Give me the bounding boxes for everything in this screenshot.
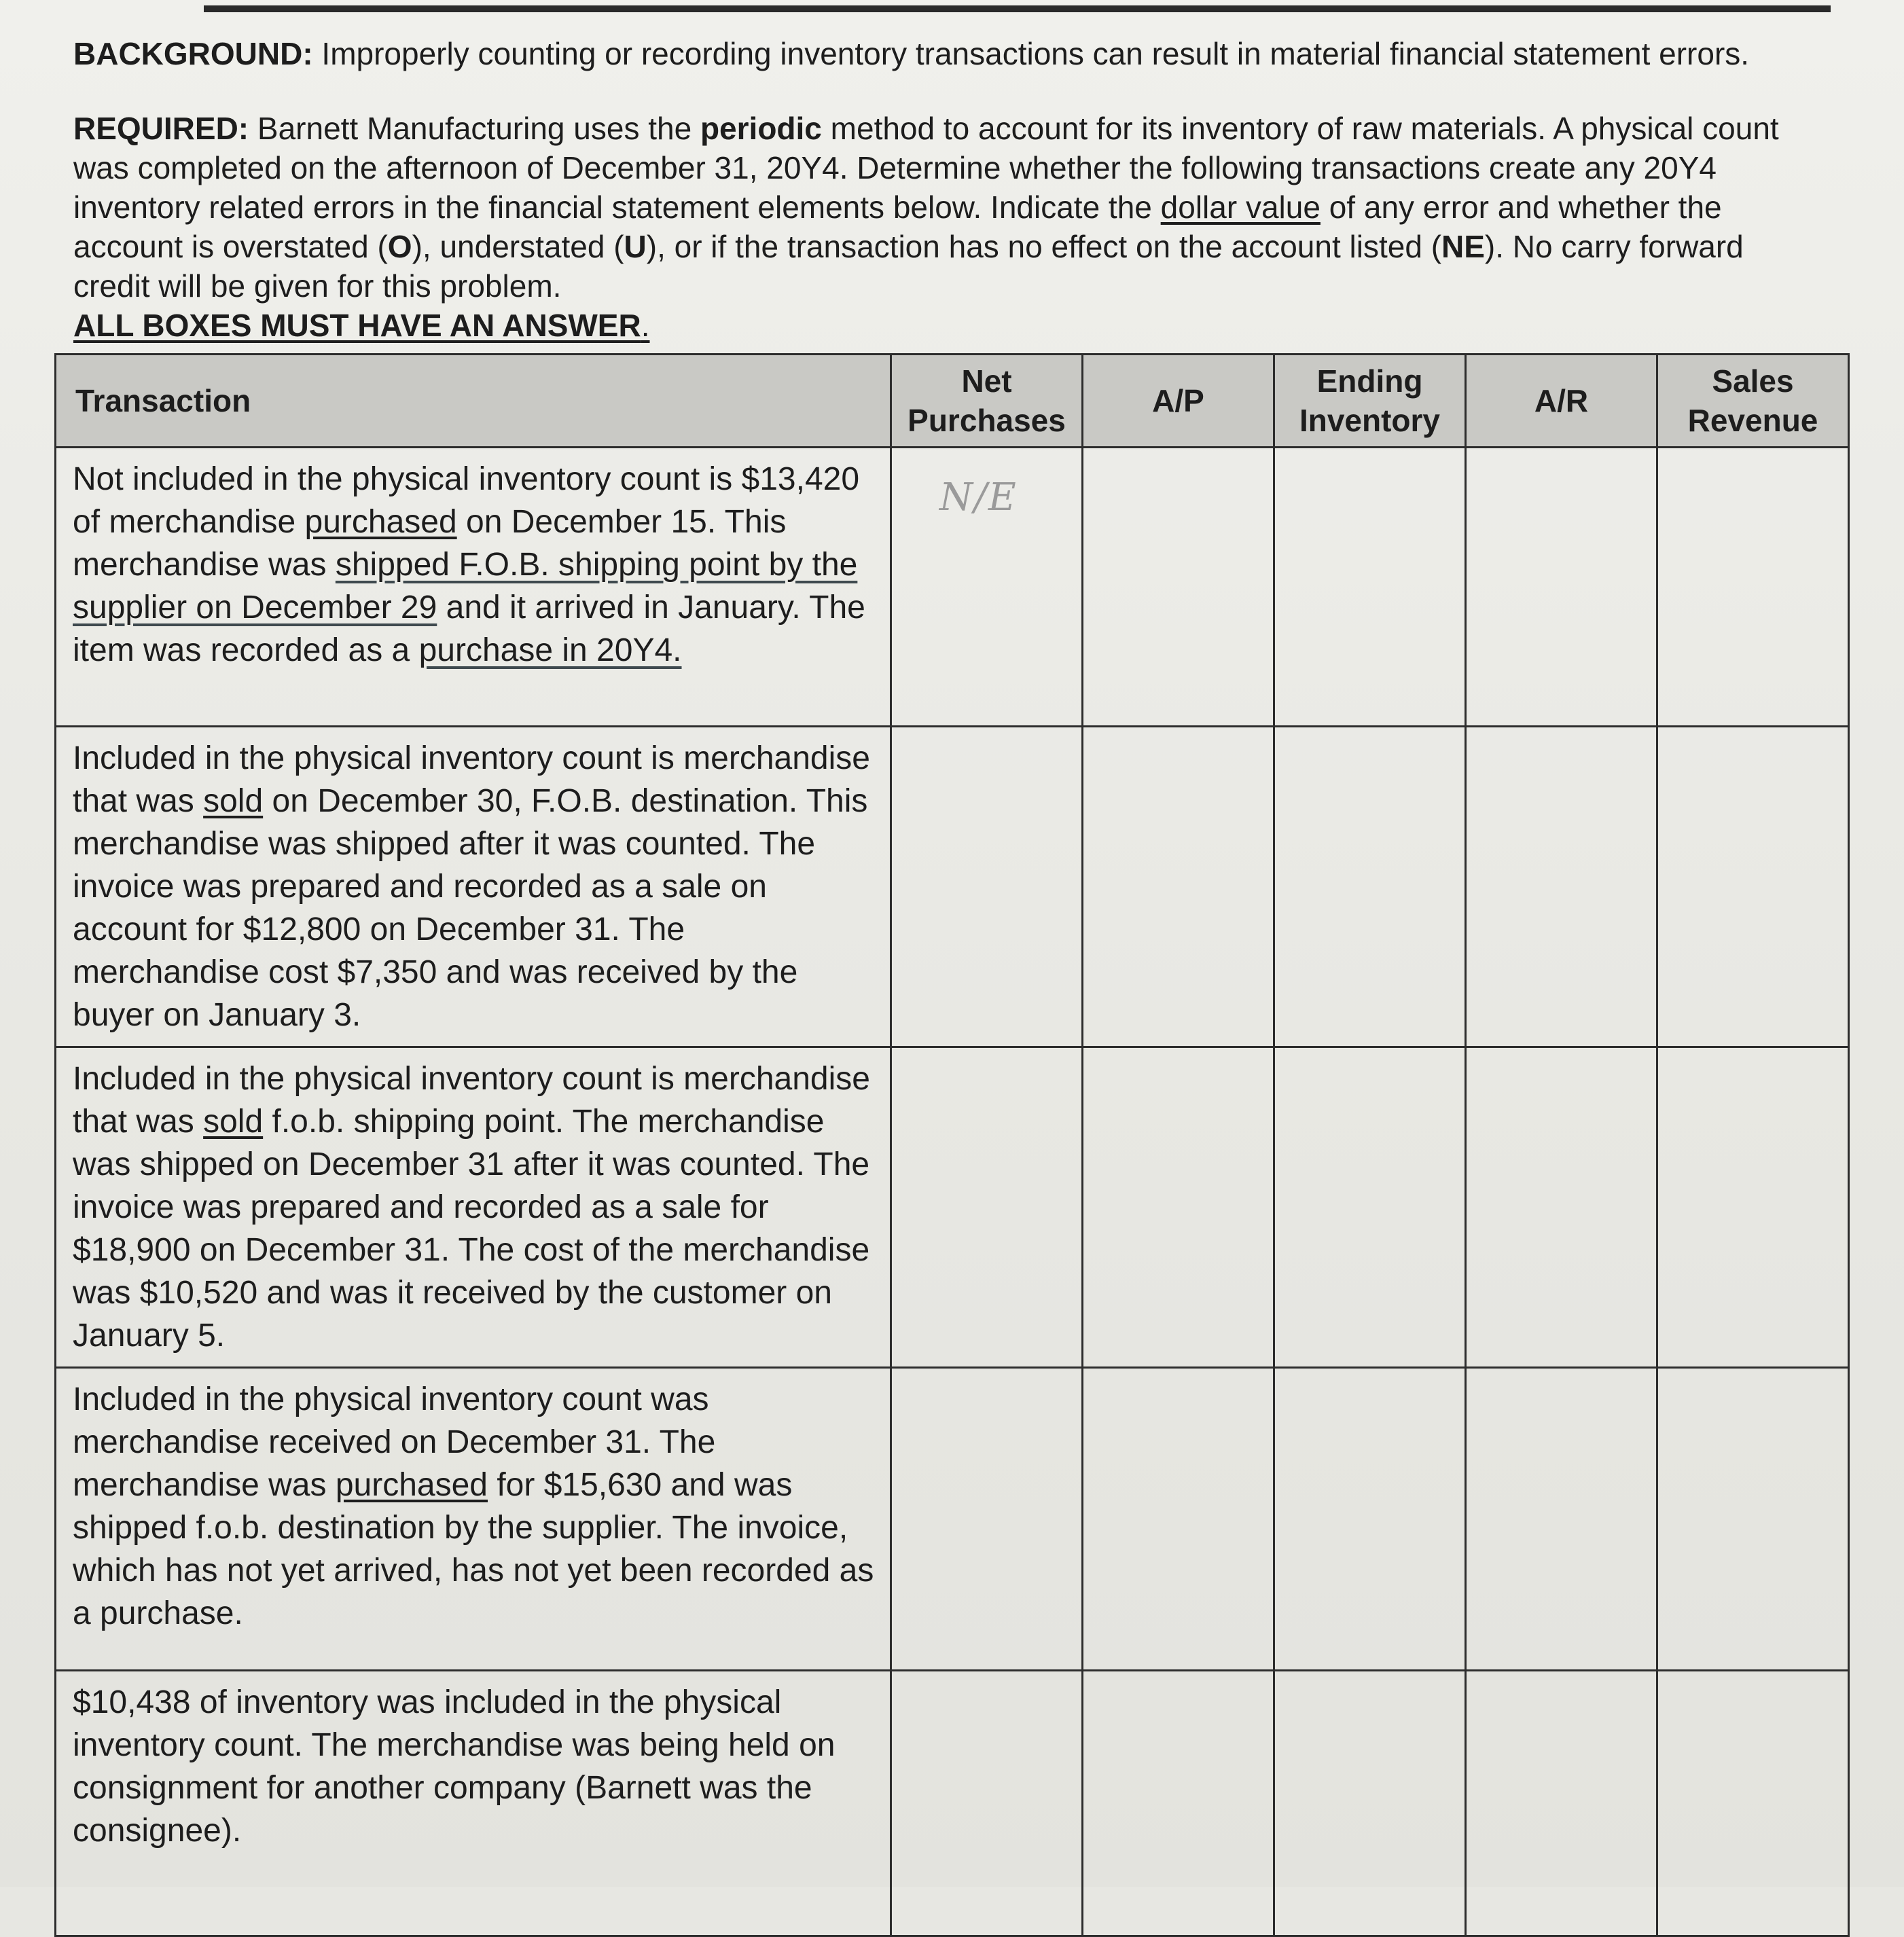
required-text: ). No carry forward credit will be given for this problem. bbox=[73, 229, 1744, 304]
answer-table bbox=[54, 353, 1850, 1937]
periodic-word: periodic bbox=[700, 111, 822, 146]
answer-cell-ending-inventory[interactable] bbox=[1274, 1368, 1466, 1671]
transaction-text: f.o.b. shipping point. The merchandise was shipped on December 31 after it was counted. The invoice was prepared and recorded as a sale for $18,900 on December 31. The cost of the merchandise was $10,520 and was it received by the customer on January 5. bbox=[73, 1104, 870, 1354]
background-text: Improperly counting or recording inventory transactions can result in material financial statement errors. bbox=[321, 36, 1750, 71]
transaction-cell bbox=[56, 727, 891, 1047]
table-row bbox=[56, 1368, 1849, 1671]
table-row bbox=[56, 1047, 1849, 1368]
answer-cell-ending-inventory[interactable] bbox=[1274, 448, 1466, 727]
answer-cell-ap[interactable] bbox=[1083, 1671, 1274, 1936]
background-label: BACKGROUND: bbox=[73, 36, 313, 71]
answer-cell-sales-revenue[interactable] bbox=[1657, 1047, 1849, 1368]
transaction-text: Not included in the physical inventory count is $13,420 of merchandise bbox=[73, 461, 860, 540]
header-row bbox=[56, 355, 1849, 448]
transaction-text: Included in the physical inventory count is merchandise that was bbox=[73, 1061, 870, 1140]
top-rule bbox=[204, 5, 1831, 12]
answer-cell-net-purchases[interactable] bbox=[891, 1368, 1083, 1671]
pen-underlined-text: shipped F.O.B. shipping point by the supplier on December 29 bbox=[73, 547, 858, 626]
answer-cell-sales-revenue[interactable] bbox=[1657, 1671, 1849, 1936]
answer-cell-ar[interactable] bbox=[1466, 1047, 1657, 1368]
dollar-value-underlined: dollar value bbox=[1160, 189, 1321, 225]
transaction-text: and it arrived in January. The item was recorded as a bbox=[73, 590, 865, 668]
underlined-text: sold bbox=[203, 783, 264, 819]
period: . bbox=[641, 308, 650, 343]
transaction-text: for $15,630 and was shipped f.o.b. destination by the supplier. The invoice, which has not yet arrived, has not yet been recorded as a purchase. bbox=[73, 1467, 874, 1631]
code-understated: U bbox=[624, 229, 647, 264]
required-text: ), understated ( bbox=[412, 229, 624, 264]
answer-cell-ar[interactable] bbox=[1466, 727, 1657, 1047]
answer-cell-ar[interactable] bbox=[1466, 1368, 1657, 1671]
transaction-cell bbox=[56, 448, 891, 727]
transaction-text: Included in the physical inventory count is merchandise that was bbox=[73, 740, 870, 819]
code-no-effect: NE bbox=[1441, 229, 1485, 264]
header-ending-inventory: Ending Inventory bbox=[1274, 355, 1466, 448]
required-label: REQUIRED: bbox=[73, 111, 249, 146]
underlined-text: purchased bbox=[304, 504, 457, 540]
required-text: method to account for its inventory of raw materials. A physical count was completed on the afternoon of December 31, 20Y4. Determine whether the following transactions create any 20Y4 inventory related errors in the financial statement elements below. Indicate the bbox=[73, 111, 1779, 225]
answer-cell-sales-revenue[interactable] bbox=[1657, 727, 1849, 1047]
header-ar: A/R bbox=[1466, 355, 1657, 448]
answer-cell-ap[interactable] bbox=[1083, 448, 1274, 727]
answer-cell-ar[interactable] bbox=[1466, 448, 1657, 727]
transaction-cell bbox=[56, 1671, 891, 1936]
answer-cell-ap[interactable] bbox=[1083, 1368, 1274, 1671]
answer-cell-net-purchases[interactable] bbox=[891, 448, 1083, 727]
answer-cell-ap[interactable] bbox=[1083, 1047, 1274, 1368]
underlined-text: purchased bbox=[335, 1467, 488, 1503]
all-boxes-text: ALL BOXES MUST HAVE AN ANSWER bbox=[73, 308, 641, 343]
answer-cell-ap[interactable] bbox=[1083, 727, 1274, 1047]
underlined-text: sold bbox=[203, 1104, 264, 1140]
answer-cell-net-purchases[interactable] bbox=[891, 1671, 1083, 1936]
table-row bbox=[56, 1671, 1849, 1936]
pen-underlined-text: purchase in 20Y4. bbox=[418, 632, 682, 668]
required-text: of any error and whether the account is overstated ( bbox=[73, 189, 1722, 264]
handwritten-answer: N/E bbox=[939, 475, 1018, 520]
answer-cell-ar[interactable] bbox=[1466, 1671, 1657, 1936]
transaction-text: on December 15. This merchandise was bbox=[73, 504, 787, 583]
answer-cell-sales-revenue[interactable] bbox=[1657, 448, 1849, 727]
answer-cell-net-purchases[interactable] bbox=[891, 1047, 1083, 1368]
transaction-cell bbox=[56, 1368, 891, 1671]
table-row bbox=[56, 727, 1849, 1047]
transaction-text: $10,438 of inventory was included in the physical inventory count. The merchandise was being held on consignment for another company (Barnett was the consignee). bbox=[73, 1684, 836, 1849]
header-net-purchases: Net Purchases bbox=[891, 355, 1083, 448]
answer-cell-sales-revenue[interactable] bbox=[1657, 1368, 1849, 1671]
header-transaction: Transaction bbox=[56, 355, 891, 448]
all-boxes-notice bbox=[73, 306, 1812, 345]
answer-cell-ending-inventory[interactable] bbox=[1274, 727, 1466, 1047]
header-sales-revenue: Sales Revenue bbox=[1657, 355, 1849, 448]
code-overstated: O bbox=[387, 229, 412, 264]
background-paragraph bbox=[73, 34, 1812, 73]
answer-cell-ending-inventory[interactable] bbox=[1274, 1047, 1466, 1368]
answer-cell-net-purchases[interactable] bbox=[891, 727, 1083, 1047]
transaction-text: on December 30, F.O.B. destination. This merchandise was shipped after it was counted. The invoice was prepared and recorded as a sale on account for $12,800 on December 31. The merchandise cost $7,350 and was received by the buyer on January 3. bbox=[73, 783, 868, 1033]
transaction-cell bbox=[56, 1047, 891, 1368]
required-text: ), or if the transaction has no effect on the account listed ( bbox=[646, 229, 1442, 264]
required-text: Barnett Manufacturing uses the bbox=[257, 111, 692, 146]
table-row bbox=[56, 448, 1849, 727]
required-paragraph bbox=[73, 109, 1812, 345]
header-ap: A/P bbox=[1083, 355, 1274, 448]
transaction-text: Included in the physical inventory count was merchandise received on December 31. The merchandise was bbox=[73, 1381, 716, 1503]
answer-cell-ending-inventory[interactable] bbox=[1274, 1671, 1466, 1936]
